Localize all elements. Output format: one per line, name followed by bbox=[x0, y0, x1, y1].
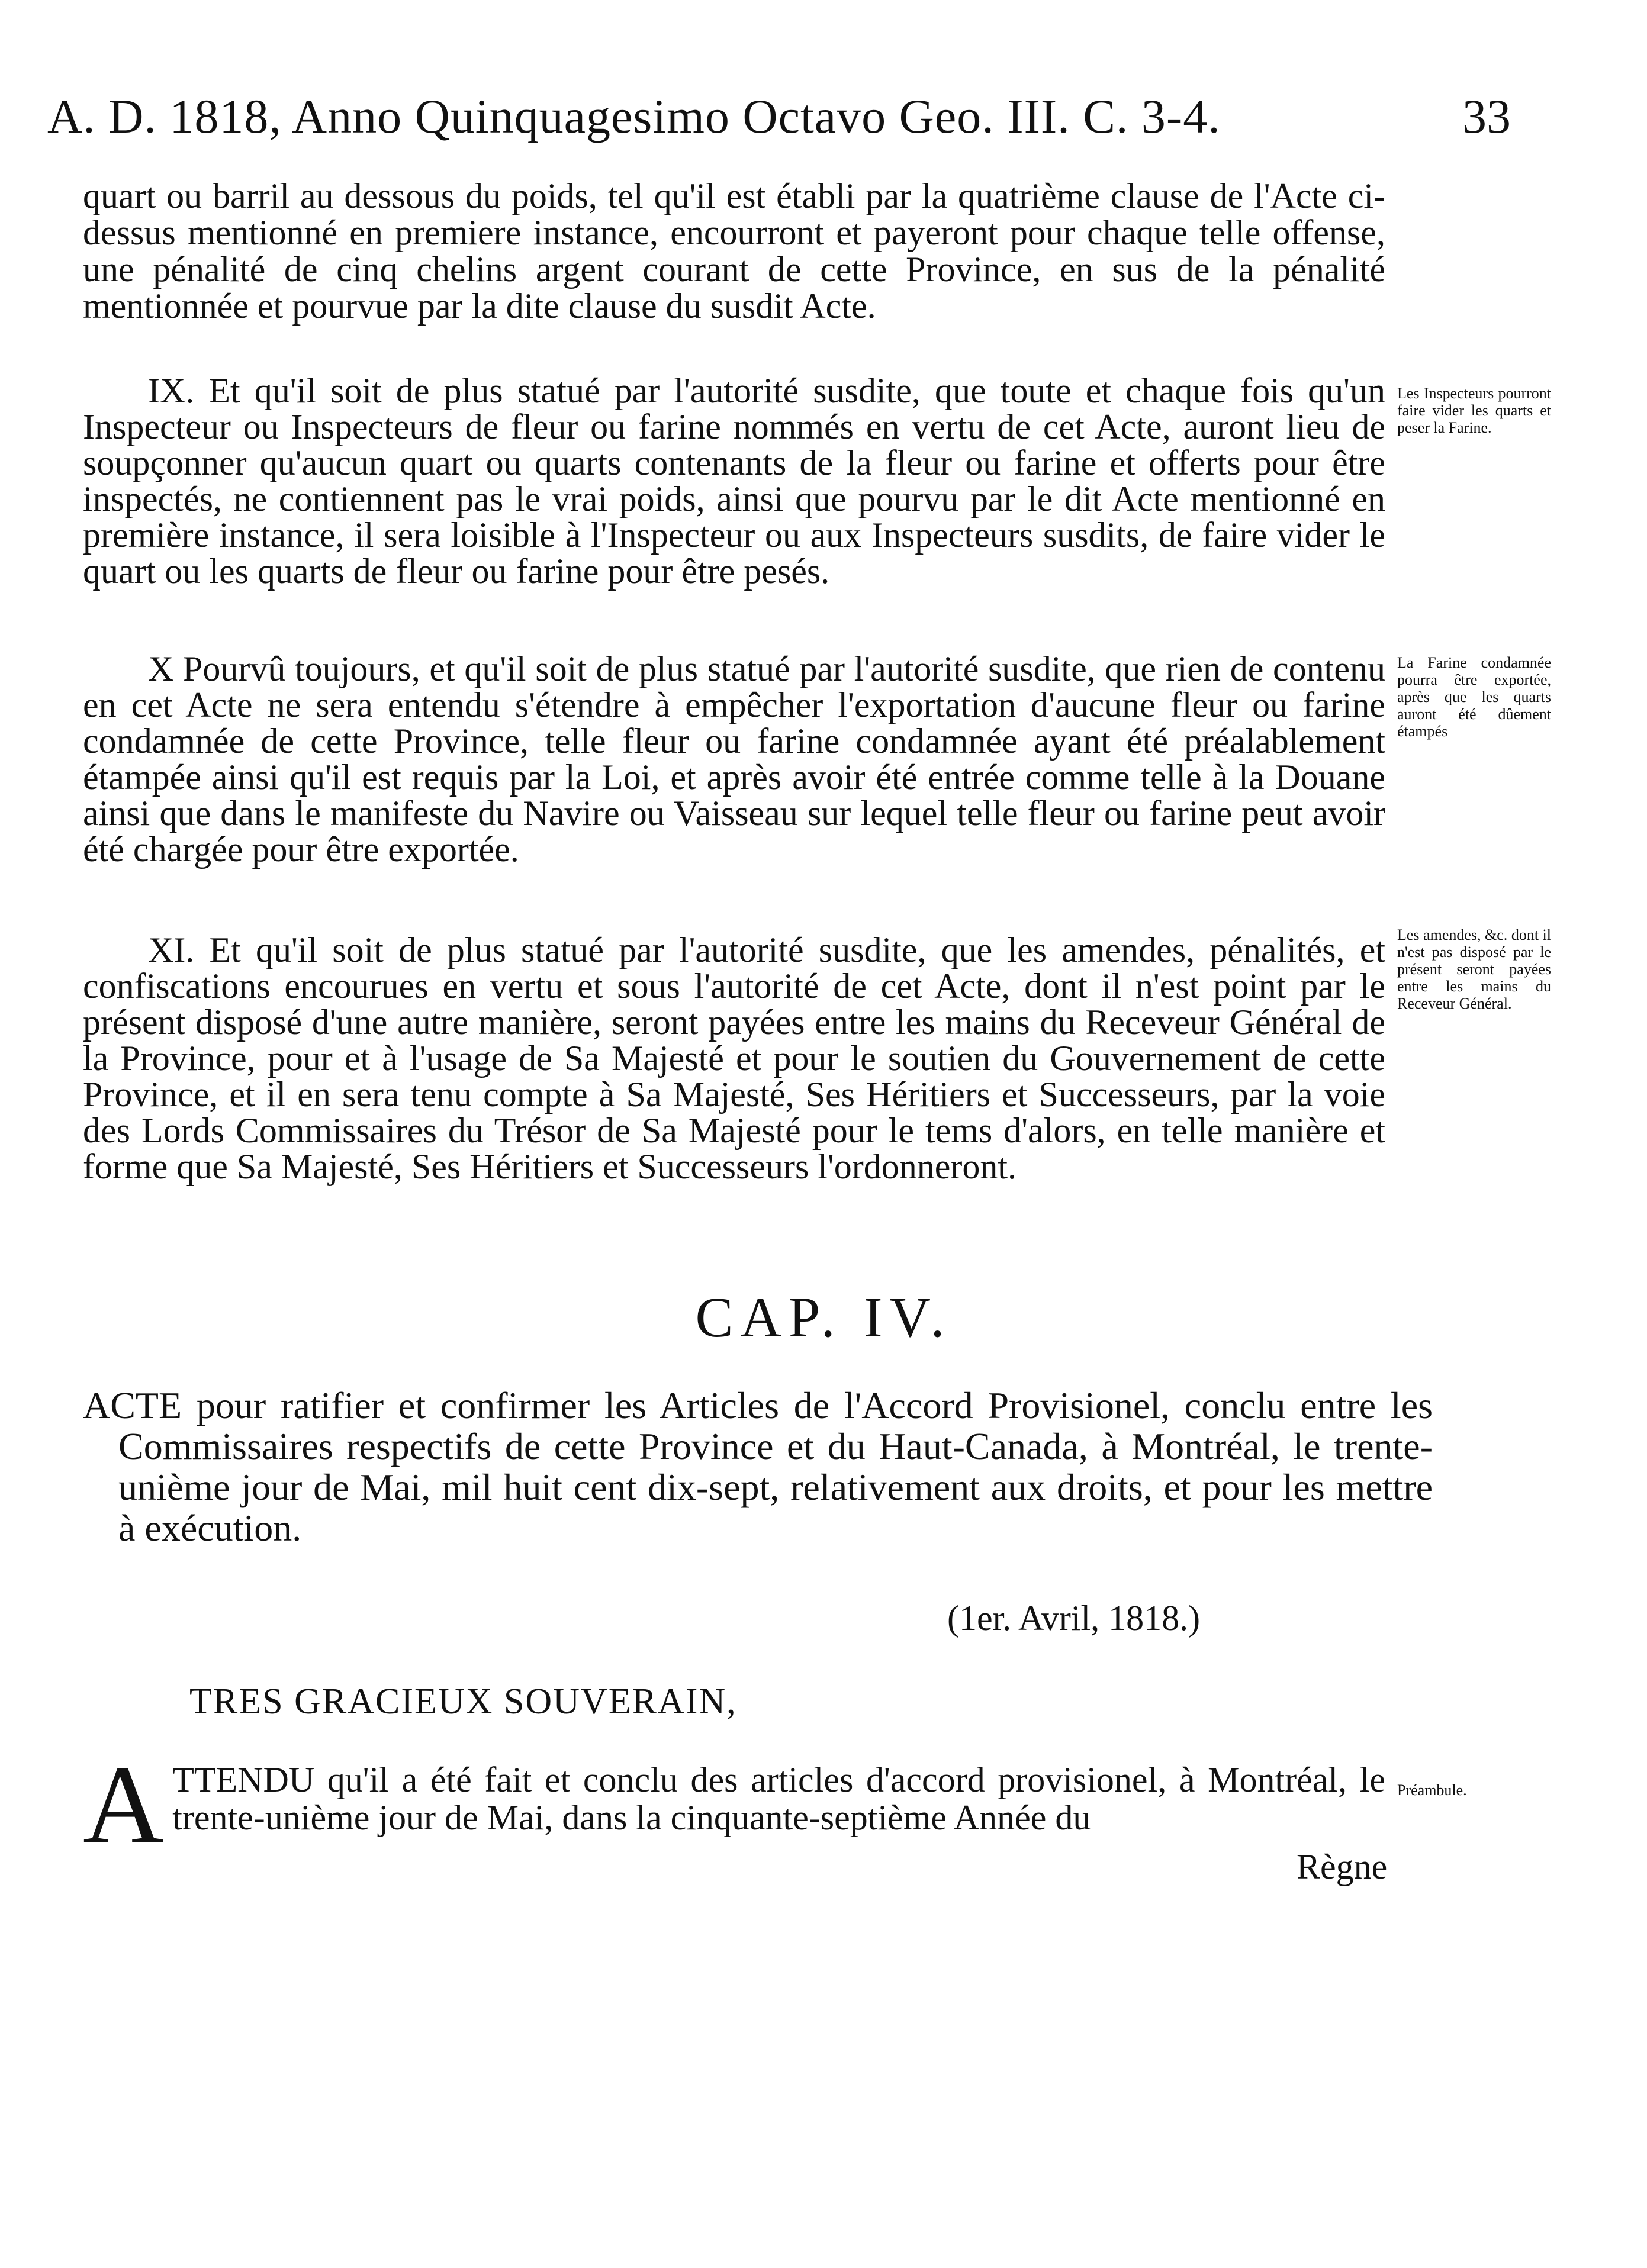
continuation-text: quart ou barril au dessous du poids, tel qu'il est établi par la quatrième clause de l'Acte ci-dessus mentionné en premiere instance, encourront et payeront pour chaque telle offense, une pénalité de cinq chelins argent courant de cette Province, en sus de la pénalité mentionnée et pourvue par la dite clause du susdit Acte. bbox=[83, 176, 1385, 326]
preamble-text: TTENDU qu'il a été fait et conclu des articles d'accord provisionel, à Montréal, le trente-unième jour de Mai, dans la cinquante-septième Année du bbox=[172, 1760, 1385, 1837]
assent-date: (1er. Avril, 1818.) bbox=[947, 1599, 1201, 1638]
section-xi bbox=[83, 932, 1385, 1185]
continuation-paragraph bbox=[83, 178, 1385, 324]
preamble-paragraph bbox=[83, 1743, 1385, 1867]
chapter-heading: CAP. IV. bbox=[695, 1286, 952, 1349]
section-x bbox=[83, 651, 1385, 868]
section-xi-text: XI. Et qu'il soit de plus statué par l'autorité susdite, que les amendes, pénalités, et confiscations encourues en vertu et sous l'autorité de cet Acte, dont il n'est point par le présent disposé d'une autre manière, seront payées entre les mains du Receveur Général de la Province, pour et à l'usage de Sa Majesté et pour le soutien du Gouvernement de cette Province, et il en sera tenu compte à Sa Majesté, Ses Héritiers et Successeurs, par la voie des Lords Commissaires du Trésor de Sa Majesté pour le tems d'alors, en telle manière et forme que Sa Majesté, Ses Héritiers et Successeurs l'ordonneront. bbox=[83, 930, 1385, 1186]
margin-note-x: La Farine condamnée pourra être exportée, après que les quarts auront été dûement étampés bbox=[1397, 654, 1551, 740]
salutation: TRES GRACIEUX SOUVERAIN, bbox=[189, 1681, 737, 1722]
section-x-text: X Pourvû toujours, et qu'il soit de plus statué par l'autorité susdite, que rien de contenu en cet Acte ne sera entendu s'étendre à empêcher l'exportation d'aucune fleur ou farine condamnée de cette Province, telle fleur ou farine condamnée ayant été préalablement étampée ainsi qu'il est requis par la Loi, et après avoir été entrée comme telle à la Douane ainsi que dans le manifeste du Navire ou Vaisseau sur lequel telle fleur ou farine peut avoir été chargée pour être exportée. bbox=[83, 649, 1385, 869]
margin-note-xi: Les amendes, &c. dont il n'est pas disposé par le présent seront payées entre les mains du Receveur Général. bbox=[1397, 926, 1551, 1012]
drop-cap: A bbox=[83, 1743, 165, 1867]
catchword: Règne bbox=[1297, 1847, 1388, 1886]
margin-note-ix: Les Inspecteurs pourront faire vider les quarts et peser la Farine. bbox=[1397, 385, 1551, 436]
page-number: 33 bbox=[1462, 89, 1511, 143]
section-ix-text: IX. Et qu'il soit de plus statué par l'autorité susdite, que toute et chaque fois qu'un Inspecteur ou Inspecteurs de fleur ou farine nommés en vertu de cet Acte, auront lieu de soupçonner qu'aucun quart ou quarts contenants de la fleur ou farine et offerts pour être inspectés, ne contiennent pas le vrai poids, ainsi que pourvu par le dit Acte mentionné en première instance, il sera loisible à l'Inspecteur ou aux Inspecteurs susdits, de faire vider le quart ou les quarts de fleur ou farine pour être pesés. bbox=[83, 371, 1385, 591]
running-header: A. D. 1818, Anno Quinquagesimo Octavo Geo. III. C. 3-4. bbox=[47, 89, 1221, 143]
act-title: ACTE pour ratifier et confirmer les Articles de l'Accord Provisionel, conclu entre les Commissaires respectifs de cette Province et du Haut-Canada, à Montréal, le trente-unième jour de Mai, mil huit cent dix-sept, relativement aux droits, et pour les mettre à exécution. bbox=[83, 1384, 1433, 1549]
section-ix bbox=[83, 373, 1385, 589]
margin-note-preamble: Préambule. bbox=[1397, 1781, 1467, 1799]
